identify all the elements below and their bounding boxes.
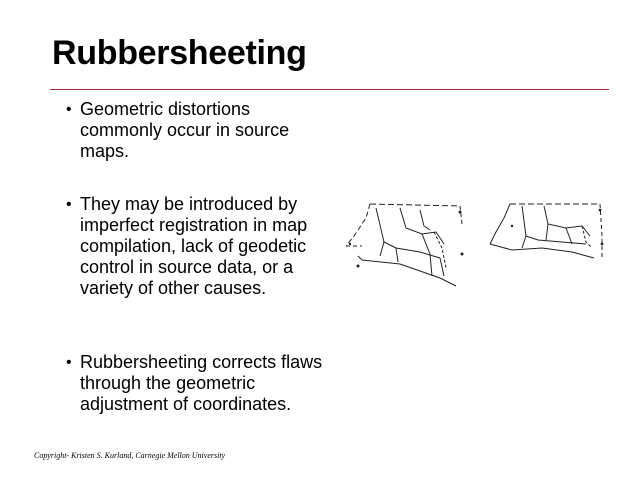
bullet-item (66, 352, 336, 415)
slide-title: Rubbersheeting (52, 34, 307, 72)
corrected-map-figure (482, 196, 607, 276)
bullet-symbol: • (66, 196, 72, 213)
bullet-text: Geometric distortions commonly occur in source maps. (80, 99, 290, 161)
bullet-item (66, 99, 336, 162)
bullet-text: They may be introduced by imperfect registration in map compilation, lack of geodetic control in source data, or a variety of other causes. (80, 194, 308, 298)
bullet-symbol: • (66, 354, 72, 371)
distorted-map-figure (340, 196, 470, 296)
bullet-item (66, 194, 336, 299)
title-divider (50, 89, 609, 90)
copyright-notice: Copyright- Kristen S. Kurland, Carnegie Mellon University (34, 451, 226, 460)
bullet-symbol: • (66, 101, 72, 118)
bullet-text: Rubbersheeting corrects flaws through the geometric adjustment of coordinates. (80, 352, 323, 414)
